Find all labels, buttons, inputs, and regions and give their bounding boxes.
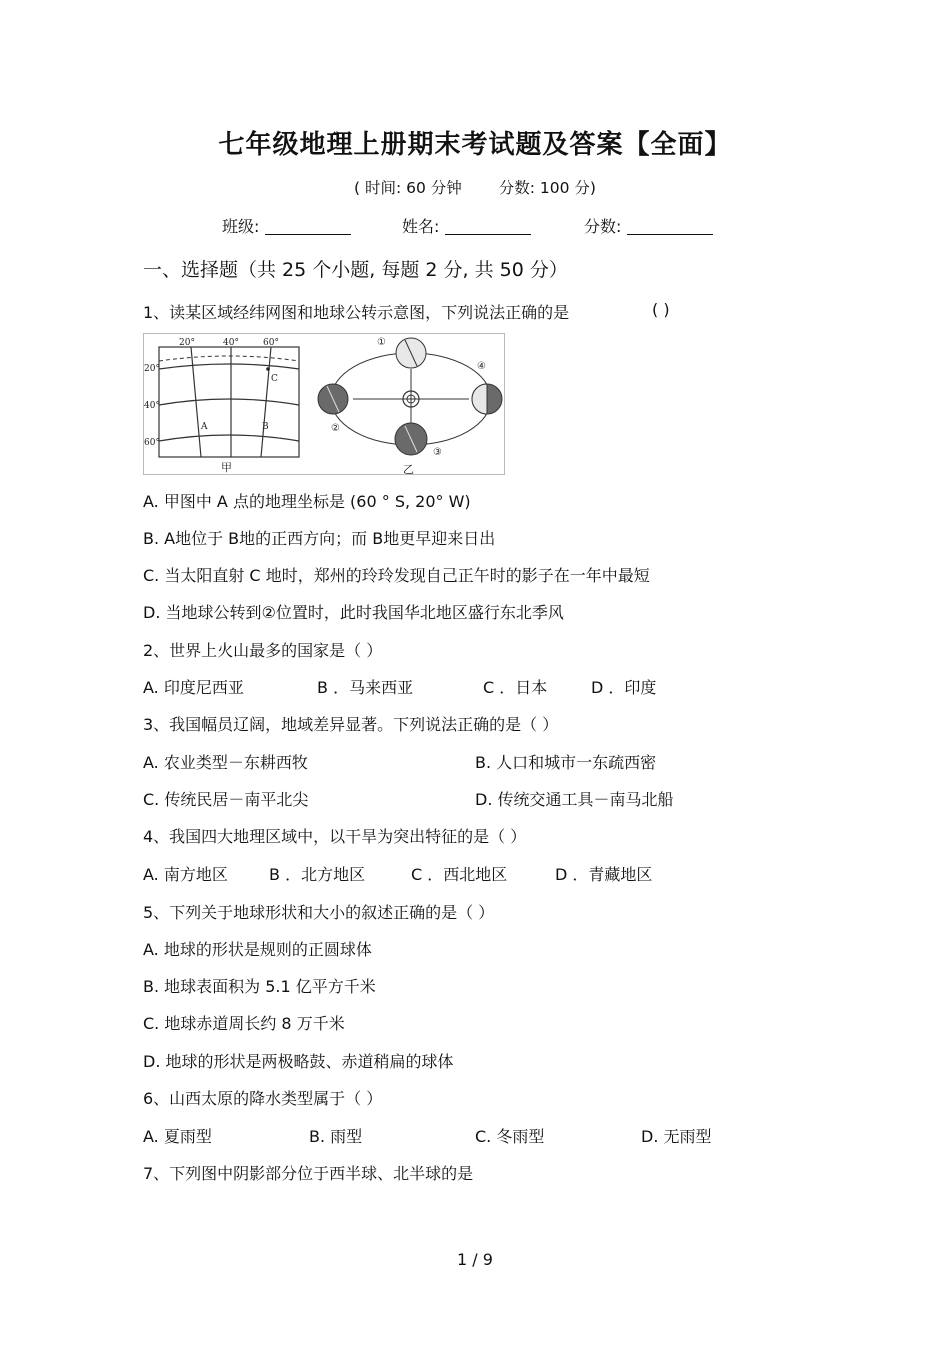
- lat-lon-grid-diagram: [144, 338, 299, 474]
- exam-time: ( 时间: 60 分钟: [354, 179, 462, 197]
- q6-stem: 6、山西太原的降水类型属于（ ）: [143, 1089, 383, 1108]
- q5-option-d[interactable]: D. 地球的形状是两极略鼓、赤道稍扁的球体: [143, 1052, 454, 1071]
- q2-option-b[interactable]: B ．马来西亚: [317, 678, 414, 697]
- q2-option-c[interactable]: C ．日本: [483, 678, 548, 697]
- q1-option-d[interactable]: D. 当地球公转到②位置时，此时我国华北地区盛行东北季风: [143, 603, 564, 622]
- q4-stem: 4、我国四大地理区域中，以干旱为突出特征的是（ ）: [143, 827, 527, 846]
- point-c-label: C: [271, 374, 278, 384]
- q4-option-c[interactable]: C ．西北地区: [411, 865, 508, 884]
- q1-option-c[interactable]: C. 当太阳直射 C 地时，郑州的玲玲发现自己正午时的影子在一年中最短: [143, 566, 650, 585]
- q6-option-c[interactable]: C. 冬雨型: [475, 1127, 545, 1146]
- name-field[interactable]: [402, 214, 531, 237]
- score-label: 分数:: [584, 217, 622, 236]
- name-label: 姓名:: [402, 217, 440, 236]
- q6-option-d[interactable]: D. 无雨型: [641, 1127, 712, 1146]
- page-title: 七年级地理上册期末考试题及答案【全面】: [218, 130, 732, 160]
- q3-option-b[interactable]: B. 人口和城市一东疏西密: [475, 753, 657, 772]
- q3-stem: 3、我国幅员辽阔，地域差异显著。下列说法正确的是（ ）: [143, 715, 559, 734]
- lat-label-20: 20°: [144, 364, 160, 374]
- q5-option-c[interactable]: C. 地球赤道周长约 8 万千米: [143, 1014, 345, 1033]
- q3-option-d[interactable]: D. 传统交通工具－南马北船: [475, 790, 674, 809]
- q2-stem: 2、世界上火山最多的国家是（ ）: [143, 641, 383, 660]
- q4-option-a[interactable]: A. 南方地区: [143, 865, 228, 884]
- q4-option-d[interactable]: D ．青藏地区: [555, 865, 653, 884]
- page-number: 1 / 9: [457, 1250, 493, 1269]
- section-title: 一、选择题（共 25 个小题, 每题 2 分, 共 50 分）: [143, 259, 568, 281]
- q7-stem: 7、下列图中阴影部分位于西半球、北半球的是: [143, 1164, 474, 1183]
- q3-option-a[interactable]: A. 农业类型－东耕西牧: [143, 753, 308, 772]
- lon-label-20: 20°: [179, 338, 195, 348]
- q6-option-a[interactable]: A. 夏雨型: [143, 1127, 212, 1146]
- q6-option-b[interactable]: B. 雨型: [309, 1127, 363, 1146]
- q2-option-d[interactable]: D ．印度: [591, 678, 657, 697]
- point-b-label: B: [262, 422, 269, 432]
- lon-label-60: 60°: [263, 338, 279, 348]
- lat-label-60: 60°: [144, 438, 160, 448]
- q1-option-a[interactable]: A. 甲图中 A 点的地理坐标是 (60 ° S, 20° W): [143, 492, 471, 511]
- name-blank[interactable]: [445, 218, 531, 235]
- q5-option-a[interactable]: A. 地球的形状是规则的正圆球体: [143, 940, 372, 959]
- class-label: 班级:: [222, 217, 260, 236]
- position-1: ①: [377, 337, 386, 348]
- class-blank[interactable]: [265, 218, 351, 235]
- lat-label-40: 40°: [144, 401, 160, 411]
- score-blank[interactable]: [627, 218, 713, 235]
- class-field[interactable]: [222, 214, 351, 237]
- q1-answer-bracket[interactable]: ( ): [652, 300, 670, 319]
- fig-jia-caption: 甲: [221, 461, 232, 474]
- position-3: ③: [433, 447, 442, 458]
- exam-info: [0, 176, 950, 198]
- q4-option-b[interactable]: B ．北方地区: [269, 865, 366, 884]
- point-a-label: A: [201, 422, 208, 432]
- q1-figure: [143, 333, 505, 475]
- score-field[interactable]: [584, 214, 713, 237]
- position-4: ④: [477, 361, 486, 372]
- exam-score: 分数: 100 分): [498, 179, 596, 197]
- fig-yi-caption: 乙: [403, 463, 414, 475]
- q3-option-c[interactable]: C. 传统民居－南平北尖: [143, 790, 309, 809]
- position-2: ②: [331, 423, 340, 434]
- q2-option-a[interactable]: A. 印度尼西亚: [143, 678, 244, 697]
- q5-option-b[interactable]: B. 地球表面积为 5.1 亿平方千米: [143, 977, 376, 996]
- q1-stem: 1、读某区域经纬网图和地球公转示意图，下列说法正确的是: [143, 303, 570, 322]
- lon-label-40: 40°: [223, 338, 239, 348]
- q1-option-b[interactable]: B. A地位于 B地的正西方向；而 B地更早迎来日出: [143, 529, 496, 548]
- q5-stem: 5、下列关于地球形状和大小的叙述正确的是（ ）: [143, 903, 495, 922]
